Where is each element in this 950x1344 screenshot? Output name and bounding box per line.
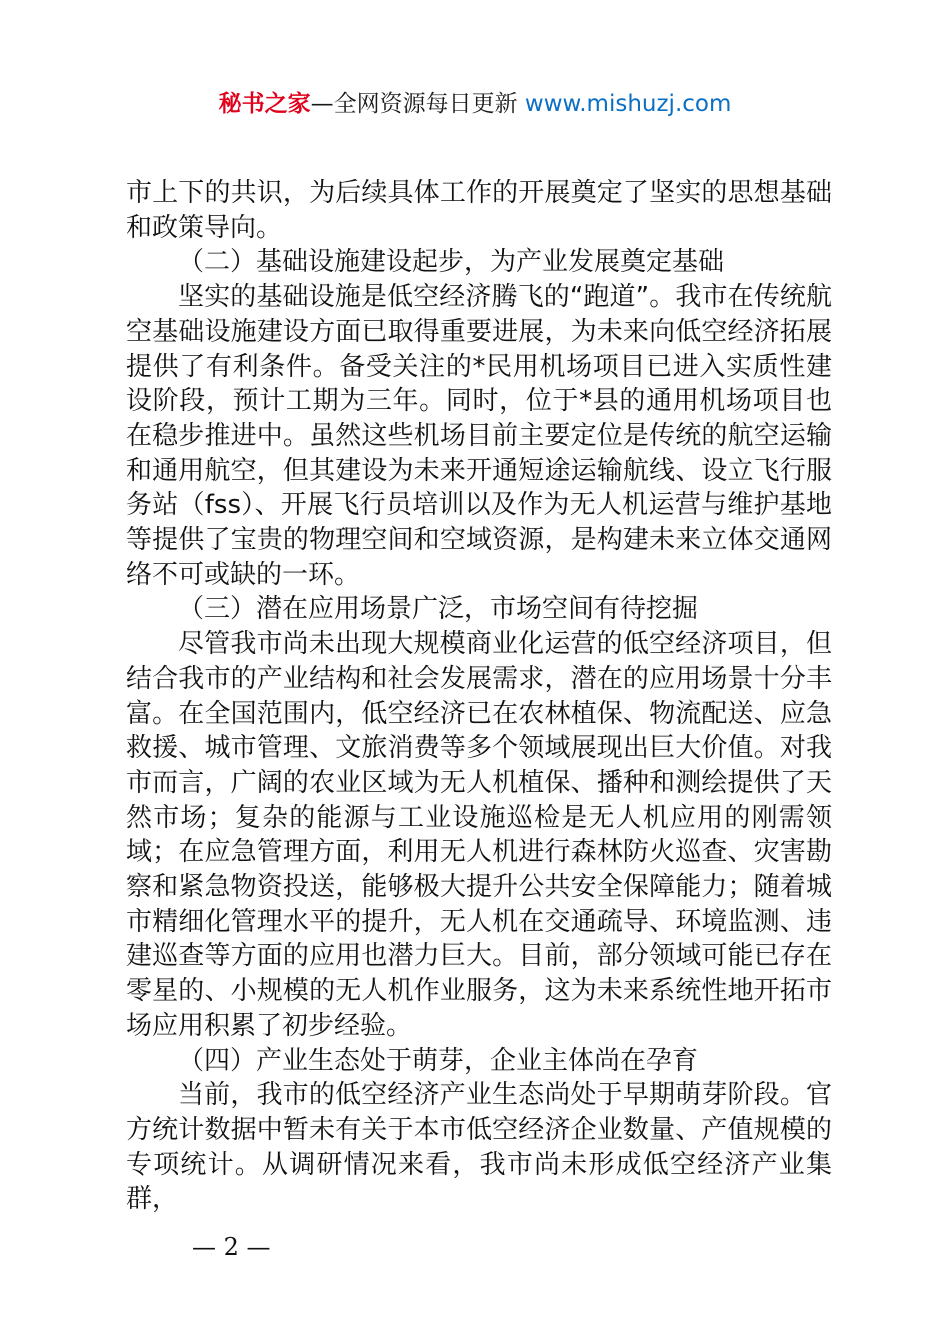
paragraph-application-scenarios: 尽管我市尚未出现大规模商业化运营的低空经济项目，但结合我市的产业结构和社会发展需求，潜在的应用场景十分丰富。在全国范围内，低空经济已在农林植保、物流配送、应急救援、城市管理、文旅消费等多个领域展现出巨大价值。对我市而言，广阔的农业区域为无人机植保、播种和测绘提供了天然市场；复杂的能源与工业设施巡检是无人机应用的刚需领域；在应急管理方面，利用无人机进行森林防火巡查、灾害勘察和紧急物资投送，能够极大提升公共安全保障能力；随着城市精细化管理水平的提升，无人机在交通疏导、环境监测、违建巡查等方面的应用也潜力巨大。目前，部分领域可能已存在零星的、小规模的无人机作业服务，这为未来系统性地开拓市场应用积累了初步经验。 xyxy=(126,629,832,1041)
website-link[interactable]: www.mishuzj.com xyxy=(524,91,732,117)
section-heading-2: （二）基础设施建设起步，为产业发展奠定基础 xyxy=(178,247,725,278)
page-number: — 2 — xyxy=(192,1233,271,1261)
section-heading-4: （四）产业生态处于萌芽，企业主体尚在孕育 xyxy=(178,1045,699,1076)
paragraph-industry-ecology: 当前，我市的低空经济产业生态尚处于早期萌芽阶段。官方统计数据中暂未有关于本市低空经济企业数量、产值规模的专项统计。从调研情况来看，我市尚未形成低空经济产业集群， xyxy=(126,1080,832,1215)
section-heading-3: （三）潜在应用场景广泛，市场空间有待挖掘 xyxy=(178,594,699,625)
brand-name: 秘书之家 xyxy=(218,91,311,117)
paragraph-continuation: 市上下的共识，为后续具体工作的开展奠定了坚实的思想基础和政策导向。 xyxy=(126,178,832,243)
header-slogan: —全网资源每日更新 xyxy=(310,91,518,117)
document-body xyxy=(126,176,832,1217)
paragraph-infrastructure: 坚实的基础设施是低空经济腾飞的“跑道”。我市在传统航空基础设施建设方面已取得重要进展，为未来向低空经济拓展提供了有利条件。备受关注的*民用机场项目已进入实质性建设阶段，预计工期为三年。同时，位于*县的通用机场项目也在稳步推进中。虽然这些机场目前主要定位是传统的航空运输和通用航空，但其建设为未来开通短途运输航线、设立飞行服务站（fss）、开展飞行员培训以及作为无人机运营与维护基地等提供了宝贵的物理空间和空域资源，是构建未来立体交通网络不可或缺的一环。 xyxy=(126,282,832,590)
site-header xyxy=(0,86,950,122)
